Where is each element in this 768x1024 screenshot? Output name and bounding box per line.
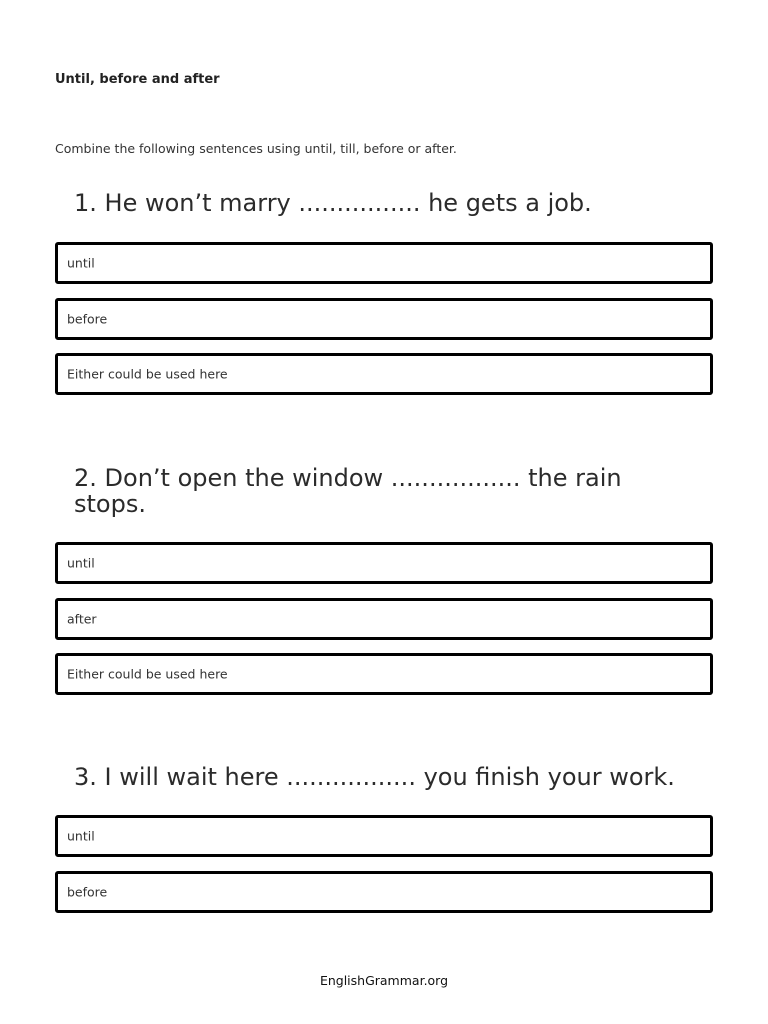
option-label: until — [67, 555, 95, 571]
option-label: until — [67, 255, 95, 271]
question-3-text: 3. I will wait here ................. you finish your work. — [74, 763, 675, 791]
option-label: before — [67, 311, 108, 327]
question-1-option-until[interactable] — [55, 242, 713, 284]
instructions-text: Combine the following sentences using until, till, before or after. — [55, 141, 457, 156]
question-1-option-before[interactable] — [55, 298, 713, 340]
question-2-option-after[interactable] — [55, 598, 713, 640]
question-1-text: 1. He won’t marry ................ he gets a job. — [74, 189, 592, 217]
footer-site-name: EnglishGrammar.org — [319, 973, 449, 988]
option-label: Either could be used here — [67, 666, 228, 682]
question-2-text: 2. Don’t open the window ................. the rain stops. — [74, 464, 622, 518]
question-1-option-either[interactable] — [55, 353, 713, 395]
page-title: Until, before and after — [55, 72, 220, 87]
question-2-option-either[interactable] — [55, 653, 713, 695]
option-label: until — [67, 828, 95, 844]
option-label: after — [67, 611, 97, 627]
option-label: Either could be used here — [67, 366, 228, 382]
question-1 — [55, 189, 713, 382]
question-3-option-until[interactable] — [55, 815, 713, 857]
question-2-option-until[interactable] — [55, 542, 713, 584]
question-2 — [55, 464, 713, 682]
option-label: before — [67, 884, 108, 900]
question-3 — [55, 763, 713, 900]
question-3-option-before[interactable] — [55, 871, 713, 913]
